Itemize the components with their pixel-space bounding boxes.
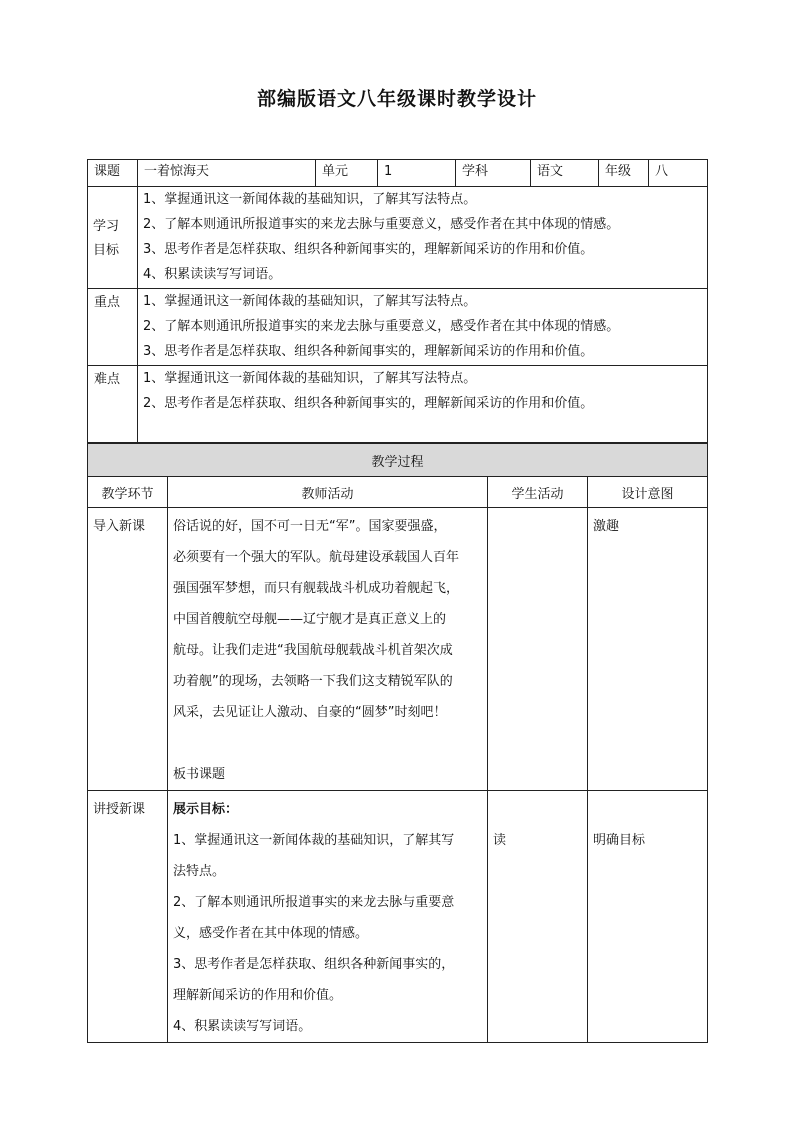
teacher-line: 3、思考作者是怎样获取、组织各种新闻事实的， [173,957,455,972]
teacher-line: 法特点。 [173,864,226,879]
column-header-teacher: 教师活动 [168,477,488,508]
lesson-info-table [87,159,708,443]
subject-value: 语文 [531,160,599,187]
difficulty-item: 2、思考作者是怎样获取、组织各种新闻事实的，理解新闻采访的作用和价值。 [143,396,594,411]
goal-item: 3、思考作者是怎样获取、组织各种新闻事实的，理解新闻采访的作用和价值。 [143,242,594,257]
teacher-line: 2、了解本则通讯所报道事实的来龙去脉与重要意 [173,895,455,910]
topic-value: 一着惊海天 [138,160,316,187]
student-activity-cell: 读 [488,791,588,1043]
design-intent-cell: 激趣 [588,508,708,791]
goal-item: 2、了解本则通讯所报道事实的来龙去脉与重要意义，感受作者在其中体现的情感。 [143,217,620,232]
topic-label: 课题 [88,160,138,187]
teacher-activity-cell [168,791,488,1043]
column-header-student: 学生活动 [488,477,588,508]
teacher-line: 1、掌握通讯这一新闻体裁的基础知识，了解其写 [173,833,455,848]
table-row [88,508,708,791]
document-title: 部编版语文八年级课时教学设计 [256,88,537,110]
difficulty-item: 1、掌握通讯这一新闻体裁的基础知识，了解其写法特点。 [143,371,477,386]
grade-value: 八 [649,160,708,187]
goals-label-line: 目标 [93,243,120,258]
teacher-line: 俗话说的好，国不可一日无“军”。国家要强盛， [173,519,447,534]
difficulties-cell [138,366,708,443]
teacher-activity-cell [168,508,488,791]
table-row [88,791,708,1043]
teacher-line: 板书课题 [173,767,226,782]
teacher-line: 航母。让我们走进“我国航母舰载战斗机首架次成 [173,643,453,658]
teacher-line: 中国首艘航空母舰——辽宁舰才是真正意义上的 [173,612,447,627]
design-intent-cell: 明确目标 [588,791,708,1043]
difficulties-label: 难点 [88,366,138,443]
teacher-heading: 展示目标： [173,802,239,817]
goals-label [88,187,138,289]
key-point-item: 3、思考作者是怎样获取、组织各种新闻事实的，理解新闻采访的作用和价值。 [143,344,594,359]
key-points-label: 重点 [88,289,138,366]
grade-label: 年级 [599,160,649,187]
key-point-item: 1、掌握通讯这一新闻体裁的基础知识，了解其写法特点。 [143,294,477,309]
teacher-line [173,728,482,759]
goals-cell [138,187,708,289]
column-header-stage: 教学环节 [88,477,168,508]
teacher-line: 风采，去见证让人激动、自豪的“圆梦”时刻吧！ [173,705,447,720]
teacher-line: 功着舰”的现场，去领略一下我们这支精锐军队的 [173,674,453,689]
stage-cell: 导入新课 [88,508,168,791]
teacher-line: 4、积累读读写写词语。 [173,1019,312,1034]
goal-item: 1、掌握通讯这一新闻体裁的基础知识，了解其写法特点。 [143,192,477,207]
teacher-line: 义，感受作者在其中体现的情感。 [173,926,369,941]
key-points-cell [138,289,708,366]
goals-label-line: 学习 [93,219,120,234]
teacher-line: 强国强军梦想，而只有舰载战斗机成功着舰起飞， [173,581,460,596]
stage-cell: 讲授新课 [88,791,168,1043]
subject-label: 学科 [456,160,531,187]
teacher-line: 理解新闻采访的作用和价值。 [173,988,343,1003]
teacher-line: 必须要有一个强大的军队。航母建设承载国人百年 [173,550,460,565]
teaching-process-table [87,443,708,1043]
unit-label: 单元 [316,160,378,187]
column-header-intent: 设计意图 [588,477,708,508]
unit-value: 1 [378,160,456,187]
student-activity-cell [488,508,588,791]
goal-item: 4、积累读读写写词语。 [143,267,282,282]
key-point-item: 2、了解本则通讯所报道事实的来龙去脉与重要意义，感受作者在其中体现的情感。 [143,319,620,334]
process-header: 教学过程 [88,444,708,477]
